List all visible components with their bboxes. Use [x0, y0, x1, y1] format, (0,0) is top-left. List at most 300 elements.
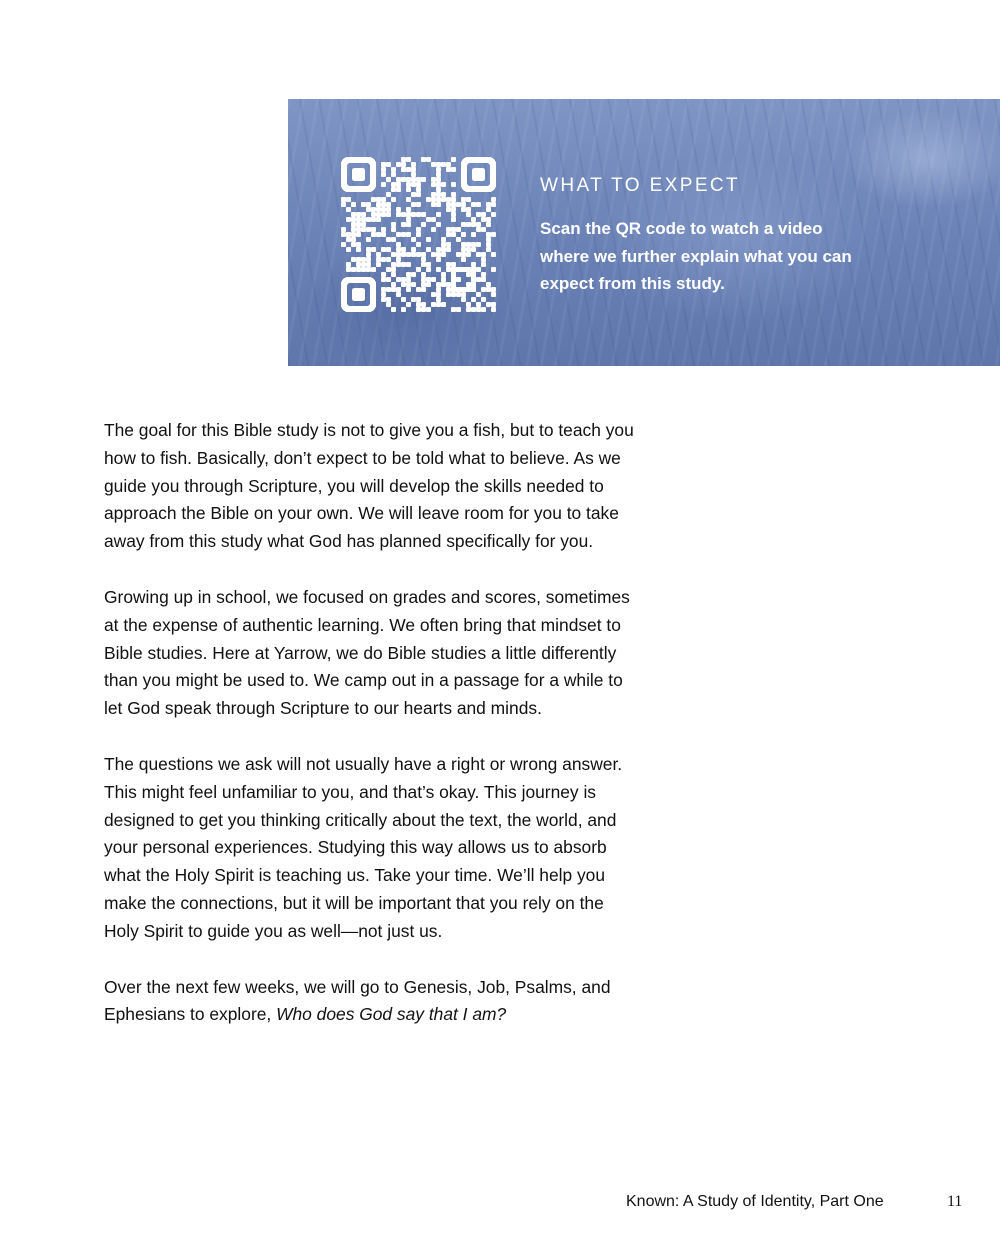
qr-module	[421, 272, 426, 277]
qr-module	[386, 212, 391, 217]
qr-module	[346, 247, 351, 252]
qr-module	[406, 222, 411, 227]
qr-module	[401, 177, 406, 182]
qr-module	[376, 212, 381, 217]
qr-module	[391, 262, 396, 267]
qr-module	[396, 277, 401, 282]
qr-module	[376, 202, 381, 207]
qr-module	[446, 202, 451, 207]
qr-module	[366, 252, 371, 257]
qr-module	[441, 302, 446, 307]
qr-module	[451, 197, 456, 202]
qr-module	[461, 222, 466, 227]
qr-module	[461, 252, 466, 257]
qr-module	[441, 237, 446, 242]
qr-module	[351, 232, 356, 237]
qr-module	[356, 262, 361, 267]
qr-module	[451, 212, 456, 217]
qr-module	[446, 292, 451, 297]
qr-module	[356, 227, 361, 232]
qr-module	[446, 262, 451, 267]
qr-module	[371, 247, 376, 252]
footer-book-title: Known: A Study of Identity, Part One	[626, 1193, 884, 1210]
qr-module	[441, 162, 446, 167]
qr-module	[456, 202, 461, 207]
qr-module	[436, 282, 441, 287]
qr-module	[456, 237, 461, 242]
qr-module	[401, 162, 406, 167]
qr-module	[476, 242, 481, 247]
qr-module	[461, 257, 466, 262]
qr-module	[486, 282, 491, 287]
qr-module	[356, 267, 361, 272]
qr-module	[396, 287, 401, 292]
qr-module	[461, 207, 466, 212]
qr-module	[421, 277, 426, 282]
qr-module	[466, 222, 471, 227]
qr-module	[391, 222, 396, 227]
qr-module	[486, 302, 491, 307]
qr-module	[476, 277, 481, 282]
qr-module	[446, 162, 451, 167]
qr-module	[471, 202, 476, 207]
qr-module	[446, 282, 451, 287]
qr-module	[376, 252, 381, 257]
qr-module	[421, 177, 426, 182]
qr-module	[436, 257, 441, 262]
qr-module	[426, 247, 431, 252]
qr-module	[371, 217, 376, 222]
qr-module	[421, 262, 426, 267]
qr-module	[436, 302, 441, 307]
qr-module	[386, 207, 391, 212]
qr-module	[411, 282, 416, 287]
qr-module	[481, 217, 486, 222]
qr-module	[401, 282, 406, 287]
qr-module	[406, 217, 411, 222]
qr-module	[471, 297, 476, 302]
qr-module	[426, 197, 431, 202]
qr-module	[426, 307, 431, 312]
qr-module	[386, 202, 391, 207]
qr-module	[411, 247, 416, 252]
qr-module	[351, 257, 356, 262]
qr-module	[436, 297, 441, 302]
qr-module	[401, 252, 406, 257]
qr-module	[436, 187, 441, 192]
qr-module	[401, 232, 406, 237]
qr-module	[416, 192, 421, 197]
qr-module	[361, 212, 366, 217]
body-paragraph: Growing up in school, we focused on grades and scores, sometimes at the expense of authentic learning. We often bring that mindset to Bible studies. Here at Yarrow, we do Bible studies a little differently than you might be used to. We camp out in a passage for a while to let God speak through Scripture to our hearts and minds.	[104, 586, 630, 719]
qr-module	[416, 202, 421, 207]
qr-module	[381, 182, 386, 187]
qr-module	[446, 167, 451, 172]
qr-module	[356, 242, 361, 247]
qr-module	[386, 302, 391, 307]
qr-module	[486, 232, 491, 237]
qr-module	[451, 192, 456, 197]
qr-module	[381, 287, 386, 292]
qr-module	[481, 257, 486, 262]
qr-module	[486, 222, 491, 227]
qr-module	[426, 237, 431, 242]
qr-module	[461, 232, 466, 237]
qr-module	[366, 207, 371, 212]
qr-module	[386, 192, 391, 197]
qr-module	[416, 267, 421, 272]
qr-module	[406, 262, 411, 267]
qr-module	[396, 182, 401, 187]
qr-module	[451, 262, 456, 267]
qr-module	[486, 237, 491, 242]
qr-module	[481, 252, 486, 257]
qr-module	[386, 277, 391, 282]
qr-module	[491, 212, 496, 217]
qr-module	[381, 257, 386, 262]
qr-module	[481, 307, 486, 312]
qr-module	[361, 227, 366, 232]
qr-module	[401, 297, 406, 302]
qr-module	[411, 172, 416, 177]
qr-module	[366, 202, 371, 207]
qr-module	[416, 302, 421, 307]
what-to-expect-banner	[288, 99, 1000, 366]
qr-module	[391, 182, 396, 187]
qr-module	[411, 297, 416, 302]
qr-module	[381, 297, 386, 302]
qr-module	[456, 277, 461, 282]
qr-module	[391, 272, 396, 277]
qr-module	[451, 182, 456, 187]
qr-module	[381, 197, 386, 202]
qr-module	[356, 222, 361, 227]
page-number: 11	[947, 1193, 963, 1210]
qr-module	[441, 282, 446, 287]
qr-module	[411, 177, 416, 182]
qr-module	[381, 212, 386, 217]
qr-module	[436, 162, 441, 167]
qr-module	[421, 222, 426, 227]
qr-module	[351, 237, 356, 242]
qr-module	[386, 237, 391, 242]
qr-module	[426, 217, 431, 222]
qr-module	[386, 162, 391, 167]
qr-module	[366, 237, 371, 242]
qr-module	[396, 207, 401, 212]
qr-module	[486, 217, 491, 222]
qr-module	[376, 262, 381, 267]
banner-description: Scan the QR code to watch a video where we further explain what you can expect from this study.	[540, 219, 852, 293]
qr-module	[436, 212, 441, 217]
qr-module	[406, 277, 411, 282]
qr-module	[466, 197, 471, 202]
qr-module	[401, 247, 406, 252]
qr-module	[431, 202, 436, 207]
qr-module	[421, 212, 426, 217]
qr-module	[391, 252, 396, 257]
qr-module	[371, 227, 376, 232]
qr-module	[391, 282, 396, 287]
qr-module	[406, 167, 411, 172]
qr-module	[461, 247, 466, 252]
qr-module	[451, 207, 456, 212]
qr-module	[406, 272, 411, 277]
qr-module	[466, 242, 471, 247]
qr-module	[426, 282, 431, 287]
qr-module	[471, 242, 476, 247]
qr-module	[481, 212, 486, 217]
qr-module	[381, 207, 386, 212]
qr-module	[446, 287, 451, 292]
qr-module	[411, 162, 416, 167]
qr-module	[456, 227, 461, 232]
qr-module	[406, 232, 411, 237]
qr-module	[346, 262, 351, 267]
qr-module	[471, 232, 476, 237]
qr-module	[491, 232, 496, 237]
qr-module	[451, 157, 456, 162]
qr-module	[431, 252, 436, 257]
qr-module	[406, 287, 411, 292]
qr-module	[401, 277, 406, 282]
qr-module	[361, 222, 366, 227]
banner-heading: WHAT TO EXPECT	[540, 175, 741, 196]
qr-module	[476, 267, 481, 272]
qr-module	[381, 172, 386, 177]
qr-module	[456, 307, 461, 312]
qr-module	[371, 232, 376, 237]
closing-paragraph	[104, 974, 634, 1030]
qr-module	[461, 202, 466, 207]
qr-module	[446, 232, 451, 237]
qr-module	[476, 307, 481, 312]
qr-module	[386, 257, 391, 262]
qr-module	[391, 187, 396, 192]
qr-module	[396, 257, 401, 262]
qr-module	[431, 177, 436, 182]
qr-module	[431, 197, 436, 202]
qr-module	[381, 292, 386, 297]
qr-module	[391, 287, 396, 292]
qr-module	[381, 277, 386, 282]
qr-module	[431, 277, 436, 282]
qr-module	[486, 242, 491, 247]
qr-module	[411, 192, 416, 197]
qr-module	[346, 207, 351, 212]
qr-module	[411, 212, 416, 217]
qr-module	[376, 232, 381, 237]
qr-module	[391, 197, 396, 202]
qr-module	[426, 262, 431, 267]
qr-module	[436, 292, 441, 297]
qr-module	[391, 237, 396, 242]
qr-module	[436, 192, 441, 197]
qr-module	[351, 212, 356, 217]
qr-module	[396, 187, 401, 192]
qr-module	[476, 202, 481, 207]
qr-module	[436, 287, 441, 292]
qr-module	[441, 182, 446, 187]
qr-module	[376, 217, 381, 222]
qr-module	[386, 247, 391, 252]
qr-module	[491, 252, 496, 257]
qr-module	[401, 157, 406, 162]
qr-module	[451, 227, 456, 232]
qr-module	[371, 197, 376, 202]
qr-module	[341, 197, 346, 202]
qr-module	[441, 192, 446, 197]
qr-module	[366, 217, 371, 222]
qr-module	[471, 217, 476, 222]
body-paragraph: The questions we ask will not usually have a right or wrong answer. This might feel unfamiliar to you, and that’s okay. This journey is designed to get you thinking critically about the text, the world, and your personal experiences. Studying this way allows us to absorb what the Holy Spirit is teaching us. Take your time. We’ll help you make the connections, but it will be important that you rely on the Holy Spirit to guide you as well—not just us.	[104, 753, 623, 941]
qr-module	[486, 287, 491, 292]
qr-module	[401, 262, 406, 267]
qr-module	[411, 202, 416, 207]
qr-module	[366, 247, 371, 252]
qr-module	[436, 197, 441, 202]
qr-module	[466, 247, 471, 252]
qr-module	[401, 212, 406, 217]
qr-module	[361, 217, 366, 222]
qr-module	[491, 197, 496, 202]
qr-module	[406, 182, 411, 187]
qr-module	[341, 202, 346, 207]
qr-module	[446, 247, 451, 252]
qr-module	[461, 242, 466, 247]
qr-module	[346, 237, 351, 242]
qr-module	[406, 157, 411, 162]
qr-module	[441, 242, 446, 247]
qr-module	[436, 182, 441, 187]
qr-code-icon[interactable]	[341, 157, 496, 312]
qr-module	[381, 272, 386, 277]
qr-module	[346, 267, 351, 272]
qr-module	[396, 292, 401, 297]
qr-module	[341, 227, 346, 232]
qr-module	[466, 207, 471, 212]
qr-module	[451, 202, 456, 207]
qr-module	[386, 267, 391, 272]
qr-module	[416, 187, 421, 192]
qr-module	[481, 272, 486, 277]
qr-module	[341, 242, 346, 247]
qr-module	[396, 242, 401, 247]
closing-text: Over the next few weeks, we will go to Genesis, Job, Psalms, and Ephesians to explore,	[104, 976, 611, 1025]
qr-module	[421, 252, 426, 257]
qr-module	[471, 222, 476, 227]
qr-module	[396, 252, 401, 257]
qr-module	[346, 232, 351, 237]
qr-module	[346, 217, 351, 222]
qr-module	[341, 232, 346, 237]
qr-module	[381, 167, 386, 172]
qr-module	[431, 292, 436, 297]
qr-module	[481, 227, 486, 232]
qr-module	[421, 157, 426, 162]
qr-module	[481, 277, 486, 282]
qr-module	[381, 202, 386, 207]
qr-module	[371, 212, 376, 217]
qr-module	[481, 287, 486, 292]
qr-module	[416, 252, 421, 257]
qr-module	[356, 212, 361, 217]
qr-module	[366, 262, 371, 267]
qr-module	[381, 162, 386, 167]
qr-module	[406, 187, 411, 192]
qr-module	[486, 207, 491, 212]
qr-module	[471, 262, 476, 267]
qr-module	[451, 217, 456, 222]
qr-module	[406, 212, 411, 217]
qr-module	[436, 202, 441, 207]
qr-module	[416, 232, 421, 237]
qr-module	[466, 307, 471, 312]
qr-alignment-pattern	[451, 267, 476, 292]
qr-module	[396, 162, 401, 167]
qr-module	[411, 252, 416, 257]
qr-module	[451, 292, 456, 297]
qr-module	[446, 267, 451, 272]
qr-module	[436, 252, 441, 257]
qr-module	[451, 307, 456, 312]
qr-module	[426, 277, 431, 282]
qr-module	[416, 242, 421, 247]
qr-module	[391, 167, 396, 172]
qr-module	[396, 262, 401, 267]
qr-module	[466, 212, 471, 217]
qr-module	[356, 257, 361, 262]
qr-module	[351, 227, 356, 232]
qr-module	[381, 232, 386, 237]
qr-module	[401, 167, 406, 172]
qr-module	[366, 257, 371, 262]
qr-module	[416, 227, 421, 232]
qr-module	[491, 267, 496, 272]
qr-module	[436, 167, 441, 172]
qr-module	[451, 167, 456, 172]
qr-module	[356, 247, 361, 252]
qr-module	[491, 202, 496, 207]
qr-module	[371, 207, 376, 212]
qr-module	[441, 277, 446, 282]
qr-module	[481, 262, 486, 267]
closing-question: Who does God say that I am?	[276, 1004, 507, 1025]
qr-module	[381, 227, 386, 232]
qr-module	[441, 252, 446, 257]
qr-module	[416, 297, 421, 302]
qr-module	[431, 162, 436, 167]
qr-module	[446, 197, 451, 202]
qr-module	[466, 272, 471, 277]
qr-module	[441, 247, 446, 252]
qr-module	[351, 267, 356, 272]
qr-module	[436, 222, 441, 227]
qr-module	[361, 257, 366, 262]
qr-module	[391, 307, 396, 312]
qr-module	[356, 217, 361, 222]
qr-module	[476, 212, 481, 217]
qr-module	[406, 302, 411, 307]
qr-module	[476, 227, 481, 232]
qr-module	[466, 302, 471, 307]
qr-module	[461, 197, 466, 202]
qr-module	[446, 242, 451, 247]
qr-module	[401, 222, 406, 227]
qr-module	[436, 267, 441, 272]
qr-module	[476, 222, 481, 227]
qr-module	[396, 177, 401, 182]
